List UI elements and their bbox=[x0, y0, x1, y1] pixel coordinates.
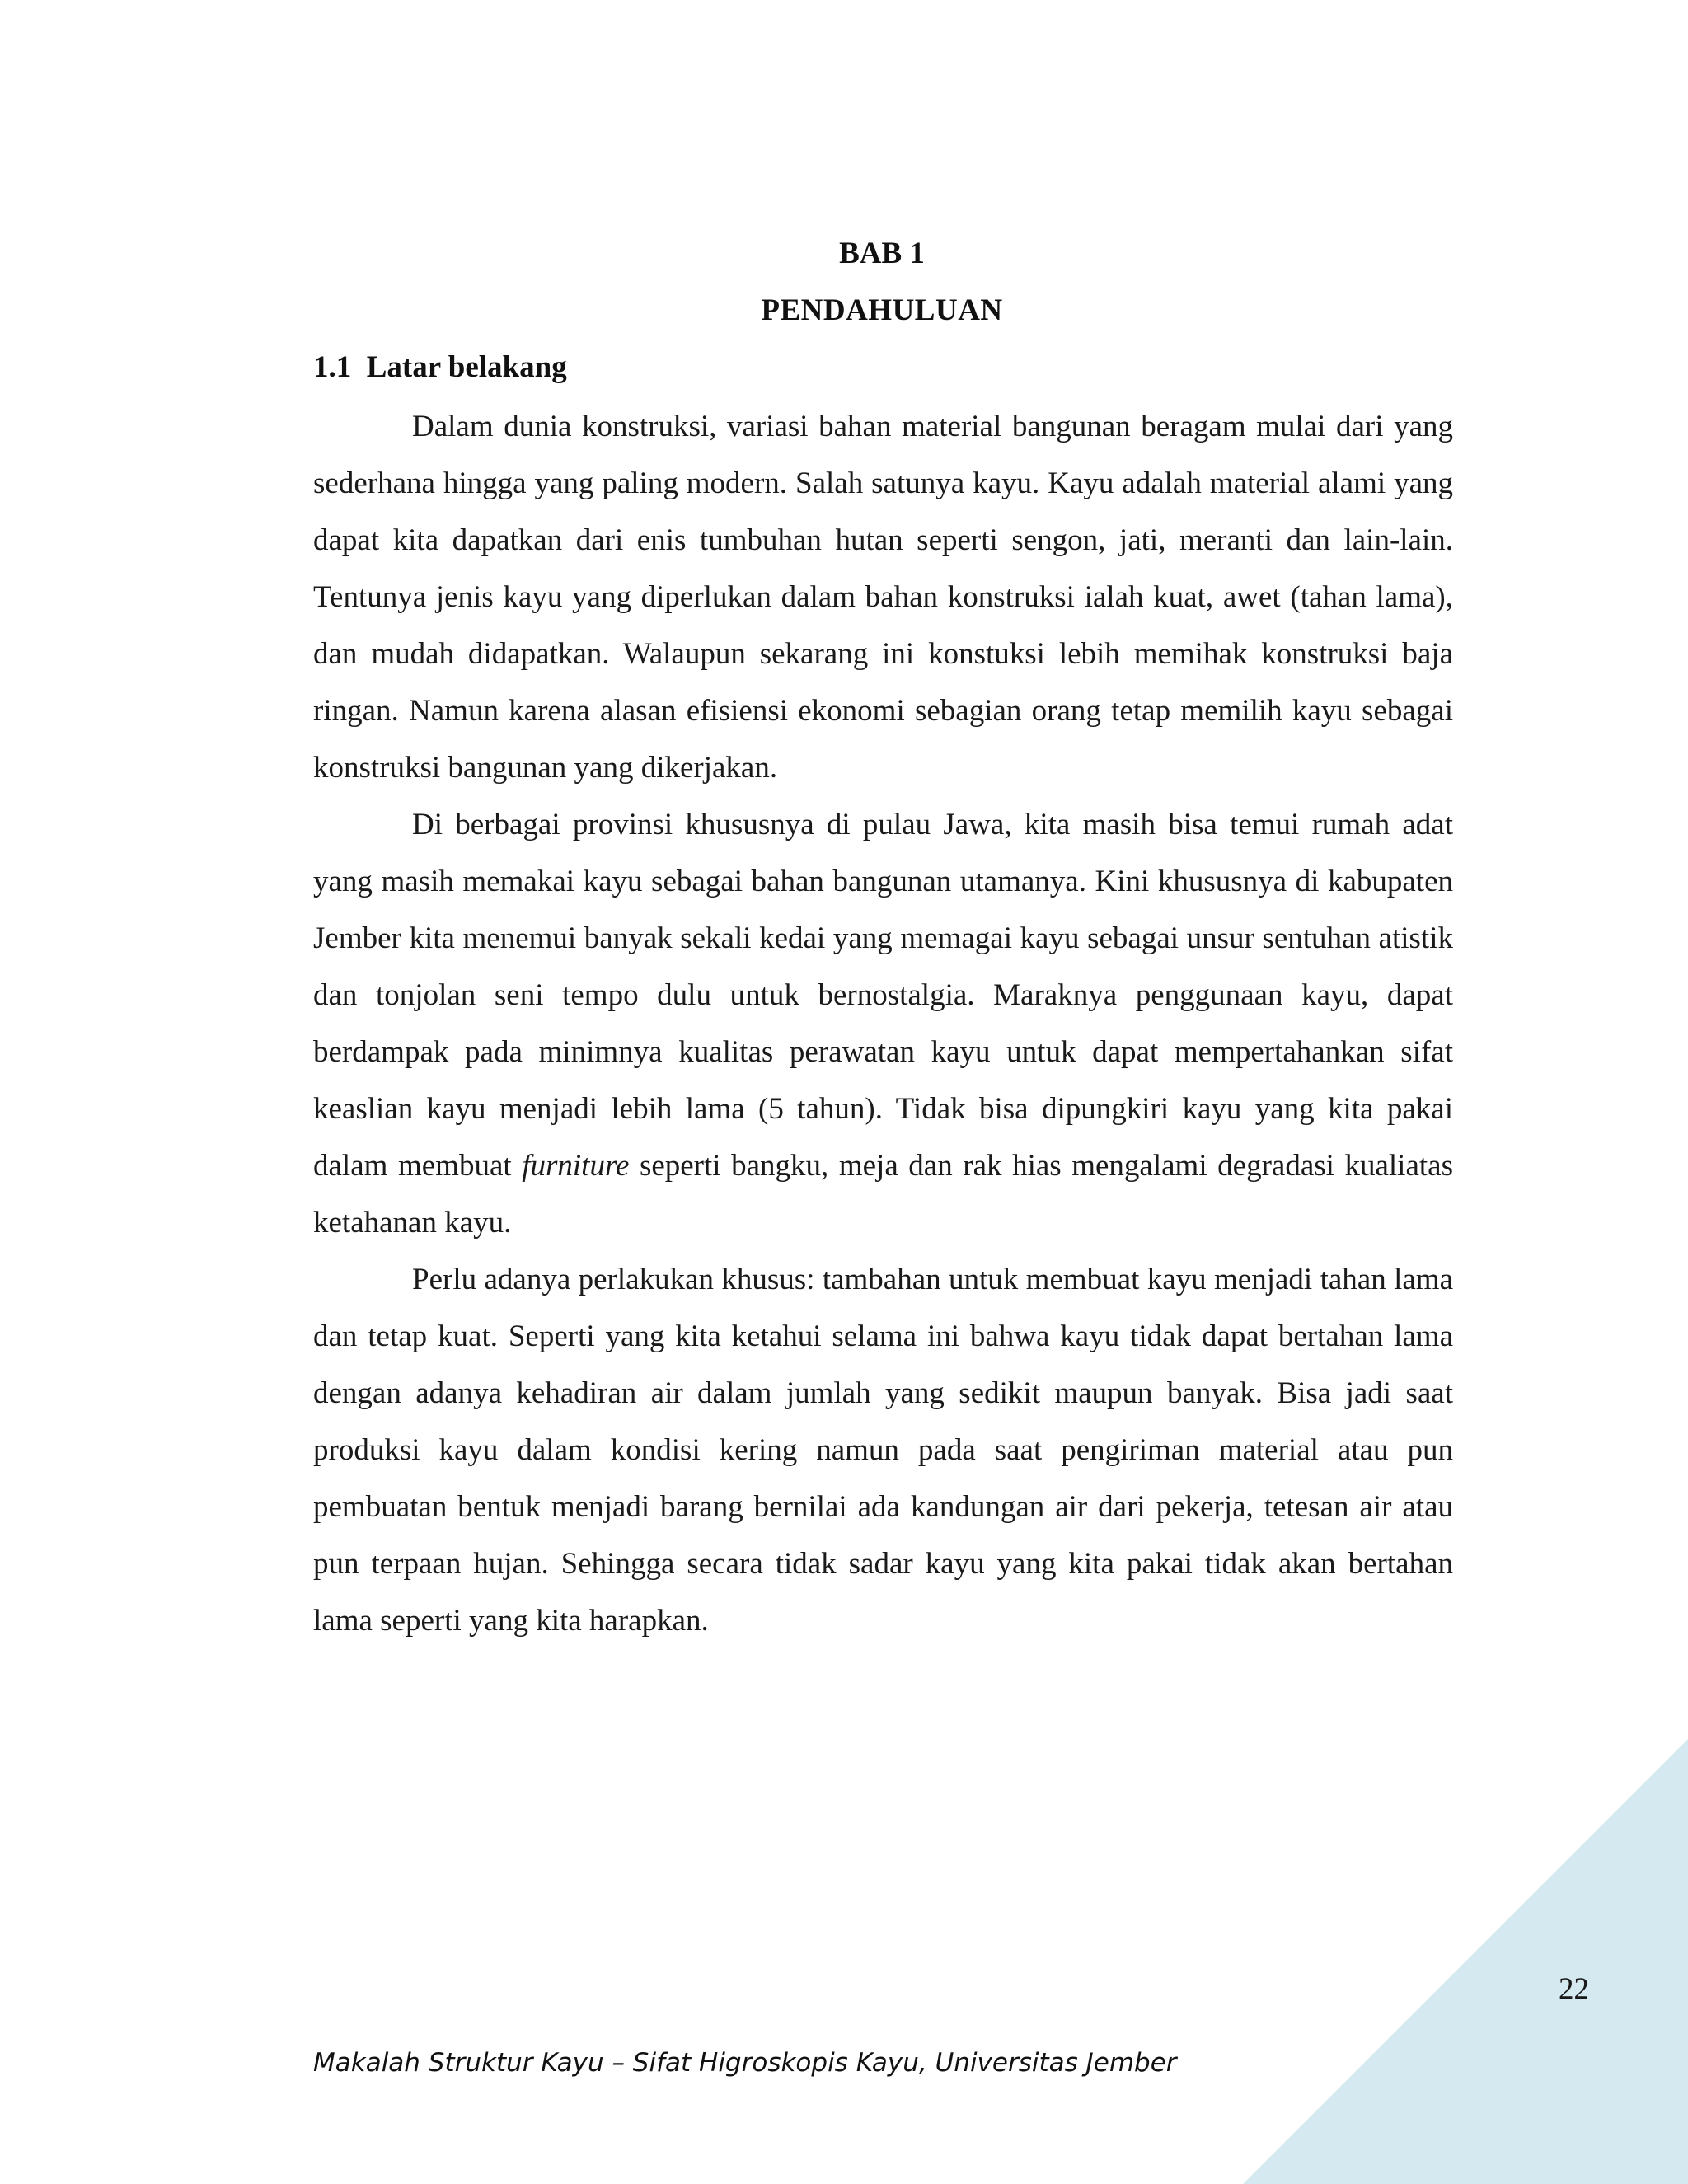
body-text bbox=[313, 398, 1453, 1649]
paragraph-2-text-start: Di berbagai provinsi khususnya di pulau Jawa, kita masih bisa temui rumah adat yang masih memakai kayu sebagai bahan bangunan utamanya. Kini khususnya di kabupaten Jember kita menemui banyak sekali kedai yang memagai kayu sebagai unsur sentuhan atistik dan tonjolan seni tempo dulu untuk bernostalgia. Maraknya penggunaan kayu, dapat berdampak pada minimnya kualitas perawatan kayu untuk dapat mempertahankan sifat keaslian kayu menjadi lebih lama (5 tahun). Tidak bisa dipungkiri kayu yang kita pakai dalam membuat bbox=[313, 808, 1453, 1183]
corner-decoration bbox=[1243, 1739, 1688, 2184]
chapter-number: BAB 1 bbox=[839, 237, 925, 270]
chapter-title: PENDAHULUAN bbox=[761, 293, 1003, 327]
footer-text: Makalah Struktur Kayu – Sifat Higroskopis Kayu, Universitas Jember bbox=[313, 2048, 1177, 2078]
paragraph-1: Dalam dunia konstruksi, variasi bahan material bangunan beragam mulai dari yang sederhana hingga yang paling modern. Salah satunya kayu. Kayu adalah material alami yang dapat kita dapatkan dari enis tumbuhan hutan seperti sengon, jati, meranti dan lain-lain. Tentunya jenis kayu yang diperlukan dalam bahan konstruksi ialah kuat, awet (tahan lama), dan mudah didapatkan. Walaupun sekarang ini konstuksi lebih memihak konstruksi baja ringan. Namun karena alasan efisiensi ekonomi sebagian orang tetap memilih kayu sebagai konstruksi bangunan yang dikerjakan. bbox=[313, 410, 1453, 785]
paragraph-2-text-end: seperti bangku, meja dan rak hias mengalami degradasi kualiatas ketahanan kayu. bbox=[313, 1149, 1453, 1240]
corner-triangle-shape bbox=[1243, 1739, 1688, 2184]
paragraph-3: Perlu adanya perlakukan khusus: tambahan untuk membuat kayu menjadi tahan lama dan tetap kuat. Seperti yang kita ketahui selama ini bahwa kayu tidak dapat bertahan lama dengan adanya kehadiran air dalam jumlah yang sedikit maupun banyak. Bisa jadi saat produksi kayu dalam kondisi kering namun pada saat pengiriman material atau pun pembuatan bentuk menjadi barang bernilai ada kandungan air dari pekerja, tetesan air atau pun terpaan hujan. Sehingga secara tidak sadar kayu yang kita pakai tidak akan bertahan lama seperti yang kita harapkan. bbox=[313, 1263, 1453, 1638]
paragraph-2-italic-term: furniture bbox=[522, 1149, 630, 1183]
paragraph-2 bbox=[313, 796, 1453, 1251]
section-heading: 1.1 Latar belakang bbox=[313, 350, 567, 384]
page-number: 22 bbox=[1559, 1972, 1589, 2006]
